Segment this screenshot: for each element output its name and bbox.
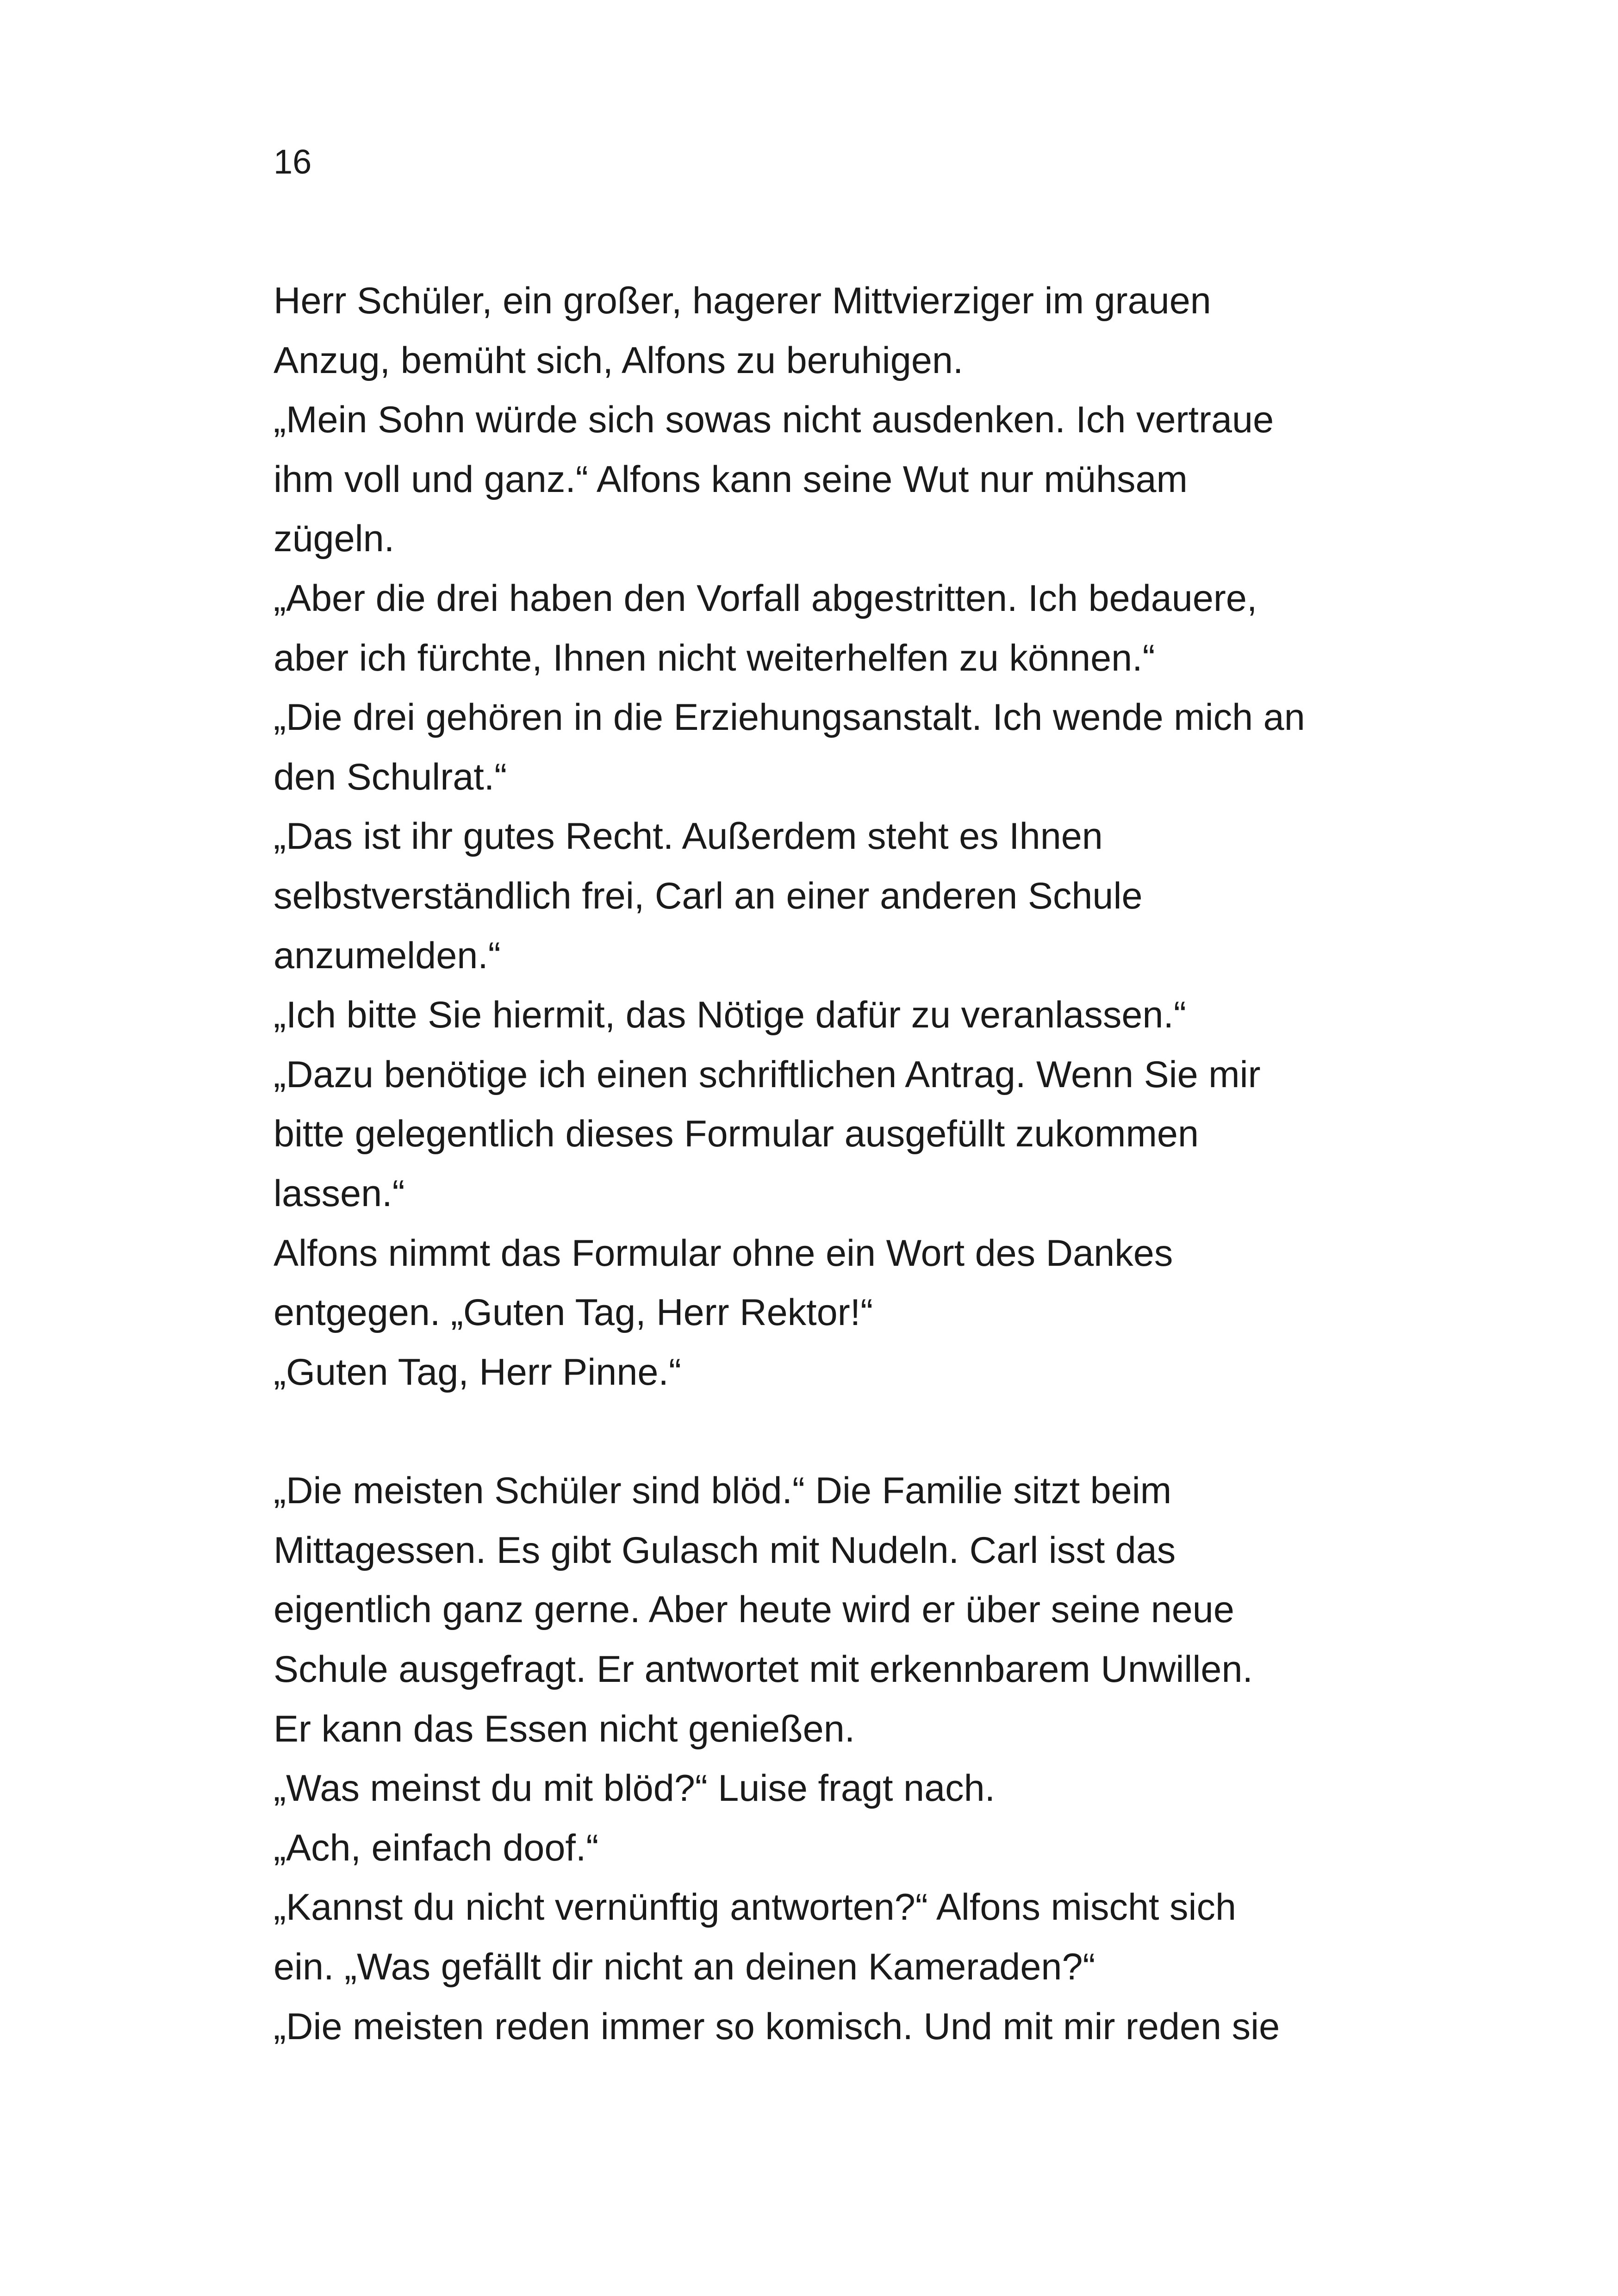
page-number: 16 (274, 143, 312, 181)
text-line: „Die meisten reden immer so komisch. Und mit mir reden sie (274, 2005, 1280, 2047)
text-line: Er kann das Essen nicht genießen. (274, 1708, 855, 1750)
text-line: „Ach, einfach doof.“ (274, 1827, 599, 1869)
text-line: eigentlich ganz gerne. Aber heute wird er über seine neue (274, 1589, 1234, 1631)
text-line: anzumelden.“ (274, 934, 501, 977)
text-line: Mittagessen. Es gibt Gulasch mit Nudeln. Carl isst das (274, 1529, 1176, 1571)
text-line: „Die drei gehören in die Erziehungsanstalt. Ich wende mich an (274, 697, 1305, 739)
text-line: „Guten Tag, Herr Pinne.“ (274, 1351, 681, 1393)
text-line: bitte gelegentlich dieses Formular ausgefüllt zukommen (274, 1113, 1199, 1155)
text-line: „Das ist ihr gutes Recht. Außerdem steht es Ihnen (274, 815, 1103, 858)
text-line: Alfons nimmt das Formular ohne ein Wort des Dankes (274, 1232, 1173, 1274)
text-line: lassen.“ (274, 1172, 405, 1214)
paragraph-block-2 (274, 1461, 1394, 2056)
text-line: „Die meisten Schüler sind blöd.“ Die Familie sitzt beim (274, 1470, 1172, 1512)
text-line: „Ich bitte Sie hiermit, das Nötige dafür zu veranlassen.“ (274, 994, 1186, 1036)
text-line: ihm voll und ganz.“ Alfons kann seine Wut nur mühsam (274, 458, 1188, 500)
text-line: entgegen. „Guten Tag, Herr Rektor!“ (274, 1292, 873, 1334)
text-line: aber ich fürchte, Ihnen nicht weiterhelfen zu können.“ (274, 637, 1155, 679)
text-line: Anzug, bemüht sich, Alfons zu beruhigen. (274, 339, 964, 381)
text-line: „Kannst du nicht vernünftig antworten?“ Alfons mischt sich (274, 1886, 1237, 1929)
text-line: „Aber die drei haben den Vorfall abgestritten. Ich bedauere, (274, 577, 1257, 619)
text-line: „Dazu benötige ich einen schriftlichen Antrag. Wenn Sie mir (274, 1053, 1261, 1095)
text-line: den Schulrat.“ (274, 756, 507, 798)
paragraph-block-1 (274, 271, 1394, 1402)
text-line: „Mein Sohn würde sich sowas nicht ausdenken. Ich vertraue (274, 399, 1274, 441)
text-line: ein. „Was gefällt dir nicht an deinen Kameraden?“ (274, 1946, 1095, 1988)
text-line: „Was meinst du mit blöd?“ Luise fragt nach. (274, 1767, 996, 1810)
text-line: zügeln. (274, 518, 395, 560)
text-line: selbstverständlich frei, Carl an einer anderen Schule (274, 875, 1143, 917)
text-line: Herr Schüler, ein großer, hagerer Mittvierziger im grauen (274, 280, 1211, 322)
text-body (274, 271, 1394, 2056)
text-line: Schule ausgefragt. Er antwortet mit erkennbarem Unwillen. (274, 1649, 1253, 1691)
